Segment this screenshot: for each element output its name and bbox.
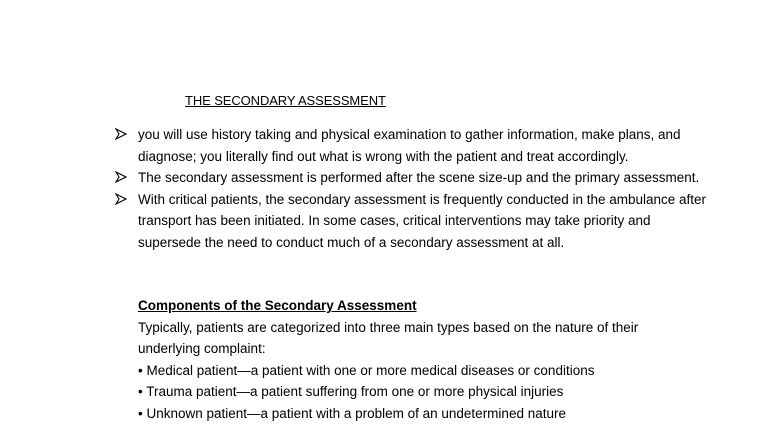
document-title: THE SECONDARY ASSESSMENT: [185, 93, 386, 108]
patient-type-item: • Trauma patient—a patient suffering from one or more physical injuries: [138, 384, 564, 399]
arrow-bullet-icon: [115, 167, 129, 188]
patient-type-item: • Medical patient—a patient with one or more medical diseases or conditions: [138, 362, 595, 378]
arrow-bullet-icon: [115, 124, 129, 145]
bullet-list: [115, 124, 715, 253]
bullet-text: you will use history taking and physical examination to gather information, make plans, and diagnose; you literally find out what is wrong with the patient and treat accordingly.: [138, 127, 681, 164]
patient-type-item: • Unknown patient—a patient with a problem of an undetermined nature: [138, 405, 566, 421]
components-section: [138, 295, 738, 424]
arrow-bullet-icon: [115, 189, 129, 210]
bullet-text: The secondary assessment is performed after the scene size-up and the primary assessment.: [138, 170, 700, 185]
section-heading: Components of the Secondary Assessment: [138, 298, 417, 313]
bullet-item: [115, 189, 715, 254]
bullet-item: [115, 167, 715, 189]
bullet-text: With critical patients, the secondary assessment is frequently conducted in the ambulance after transport has been initiated. In some cases, critical interventions may take priority and supersede the need to conduct much of a secondary assessment at all.: [138, 191, 707, 250]
section-intro: Typically, patients are categorized into three main types based on the nature of their underlying complaint:: [138, 319, 639, 356]
bullet-item: [115, 124, 715, 167]
